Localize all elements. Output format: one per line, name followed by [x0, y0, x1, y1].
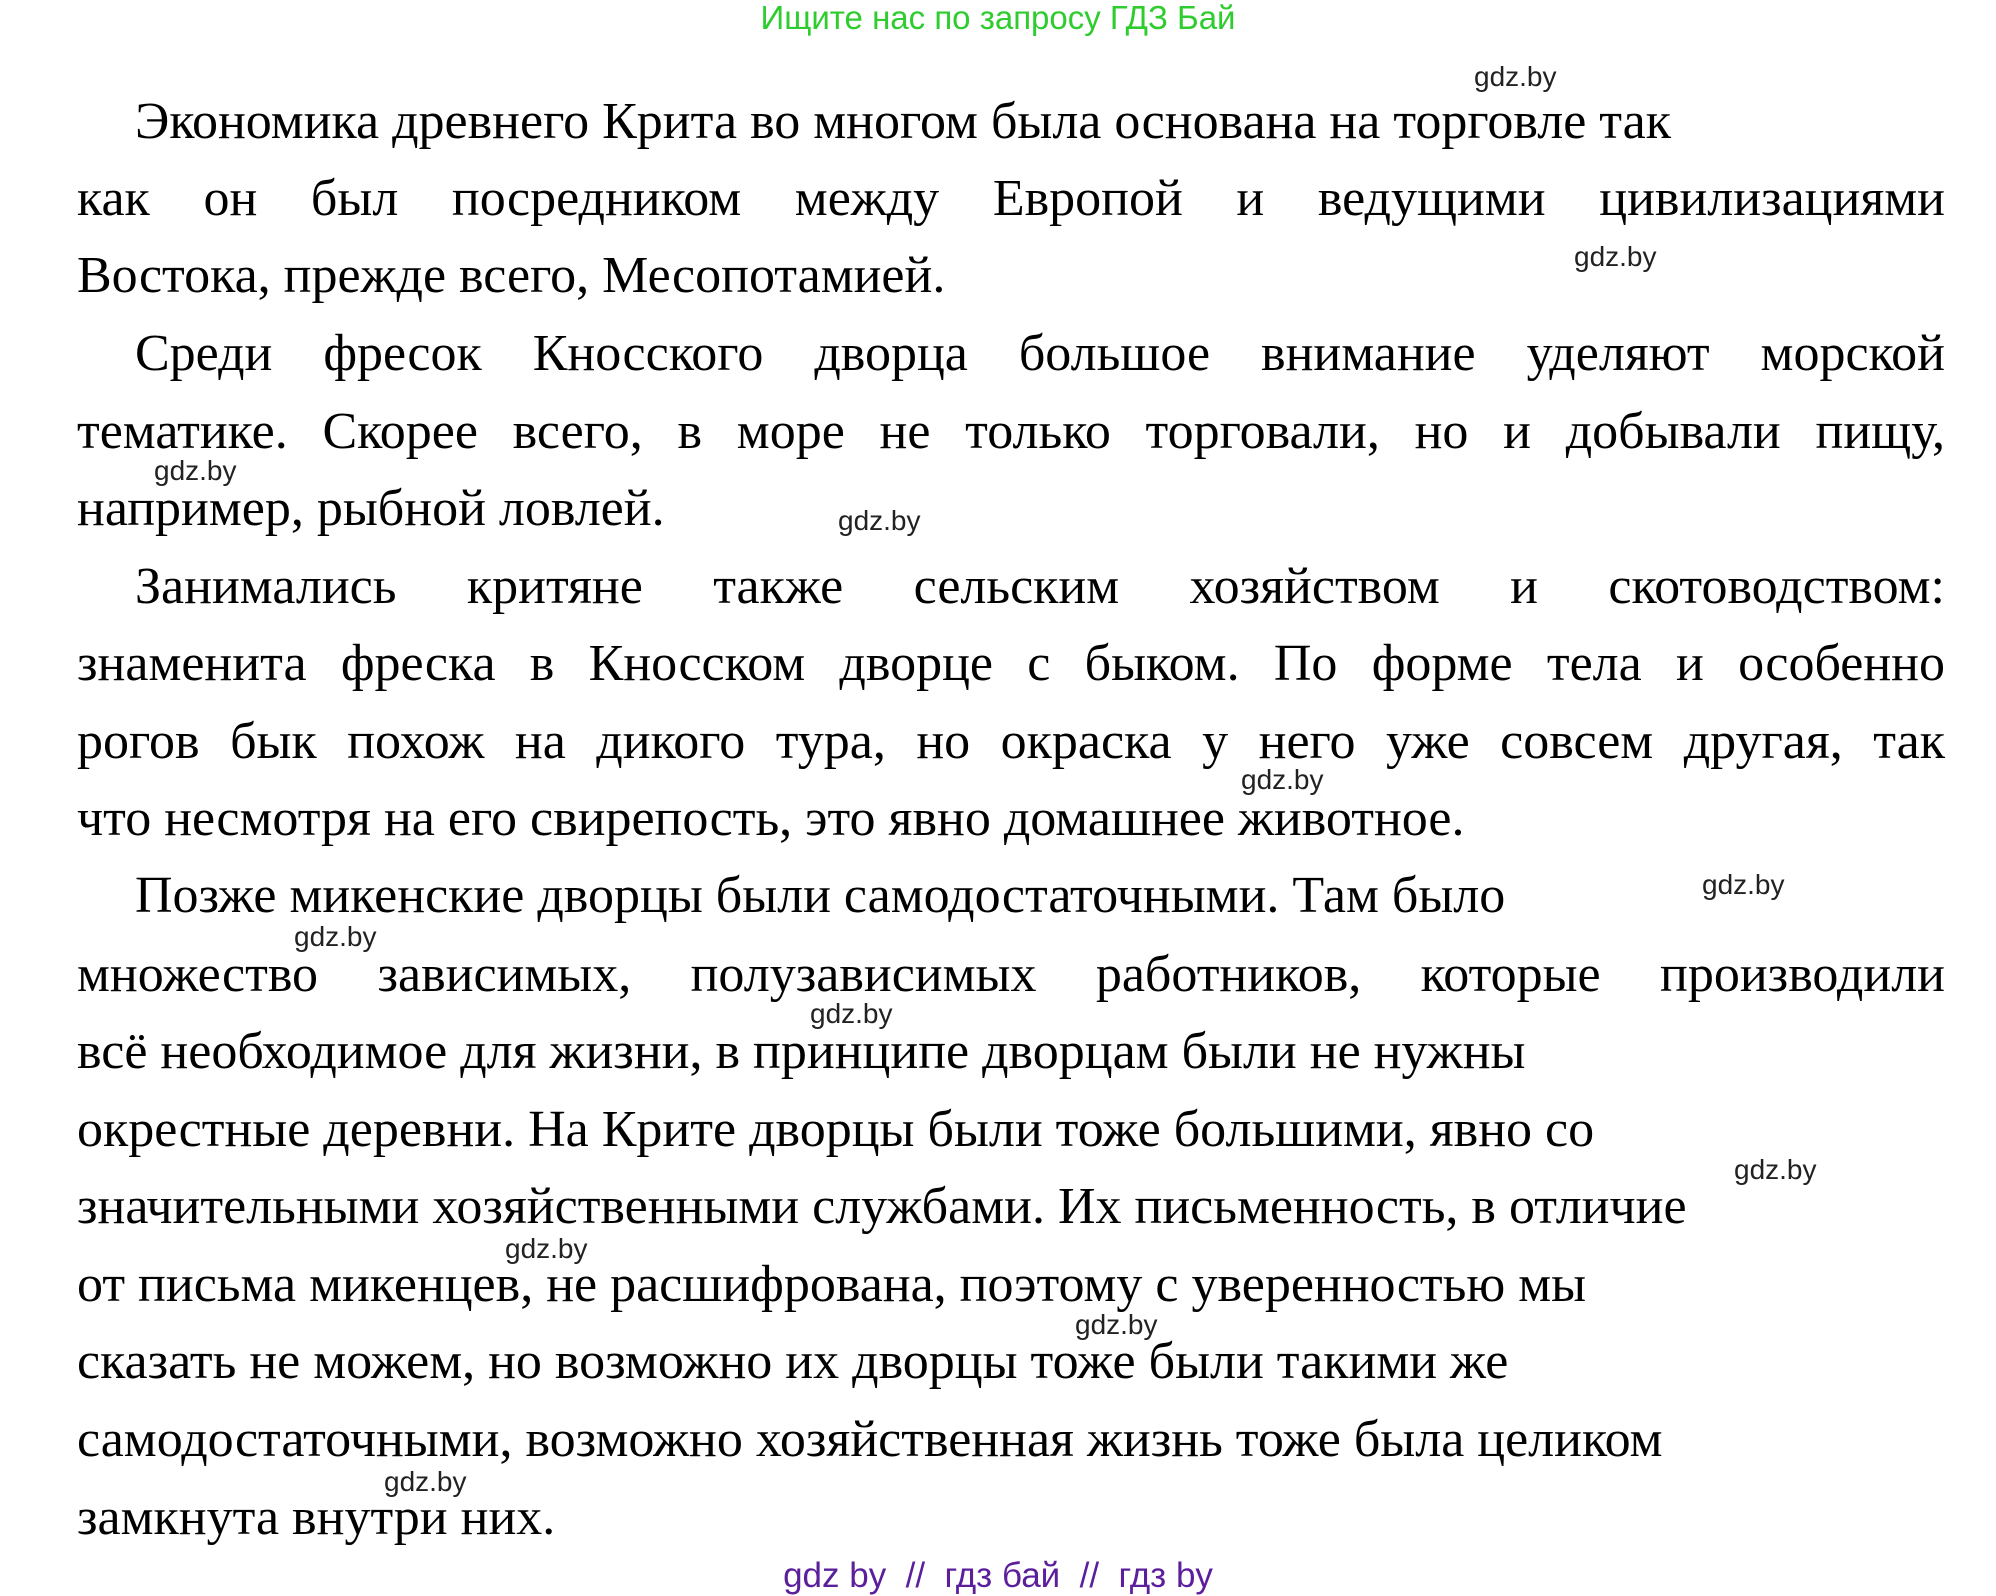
watermark: gdz.by: [1474, 61, 1557, 92]
text-line: Занимались критяне также сельским хозяйством и скотоводством:: [135, 558, 1945, 615]
text-line: замкнута внутри них.: [77, 1489, 556, 1546]
text-line: самодостаточными, возможно хозяйственная жизнь тоже была целиком: [77, 1411, 1663, 1468]
watermark: gdz.by: [1574, 241, 1657, 272]
watermark: gdz.by: [1075, 1309, 1158, 1340]
watermark: gdz.by: [384, 1466, 467, 1497]
footer-links: gdz by // гдз бай // гдз by: [783, 1556, 1213, 1595]
watermark: gdz.by: [1702, 869, 1785, 900]
text-line: сказать не можем, но возможно их дворцы тоже были такими же: [77, 1333, 1509, 1390]
text-line: Экономика древнего Крита во многом была основана на торговле так: [135, 93, 1672, 150]
text-line: тематике. Скорее всего, в море не только торговали, но и добывали пищу,: [77, 403, 1945, 460]
text-line: Среди фресок Кносского дворца большое внимание уделяют морской: [135, 325, 1945, 382]
watermark: gdz.by: [838, 505, 921, 536]
search-hint-header: Ищите нас по запросу ГДЗ Бай: [760, 0, 1236, 36]
watermark: gdz.by: [1241, 764, 1324, 795]
text-line: окрестные деревни. На Крите дворцы были тоже большими, явно со: [77, 1101, 1595, 1158]
text-line: значительными хозяйственными службами. Их письменность, в отличие: [77, 1178, 1687, 1235]
watermark: gdz.by: [154, 455, 237, 486]
watermark: gdz.by: [1734, 1154, 1817, 1185]
text-line: например, рыбной ловлей.: [77, 480, 665, 537]
text-line: знаменита фреска в Кносском дворце с быком. По форме тела и особенно: [77, 635, 1945, 692]
watermark: gdz.by: [294, 921, 377, 952]
text-line: как он был посредником между Европой и ведущими цивилизациями: [77, 170, 1945, 227]
text-line: множество зависимых, полузависимых работников, которые производили: [77, 946, 1945, 1003]
watermark: gdz.by: [810, 998, 893, 1029]
text-line: что несмотря на его свирепость, это явно домашнее животное.: [77, 790, 1465, 847]
text-line: рогов бык похож на дикого тура, но окраска у него уже совсем другая, так: [77, 713, 1945, 770]
text-line: от письма микенцев, не расшифрована, поэтому с уверенностью мы: [77, 1256, 1587, 1313]
text-line: всё необходимое для жизни, в принципе дворцам были не нужны: [77, 1023, 1526, 1080]
text-line: Позже микенские дворцы были самодостаточными. Там было: [135, 867, 1506, 924]
text-line: Востока, прежде всего, Месопотамией.: [77, 247, 946, 304]
watermark: gdz.by: [505, 1233, 588, 1264]
